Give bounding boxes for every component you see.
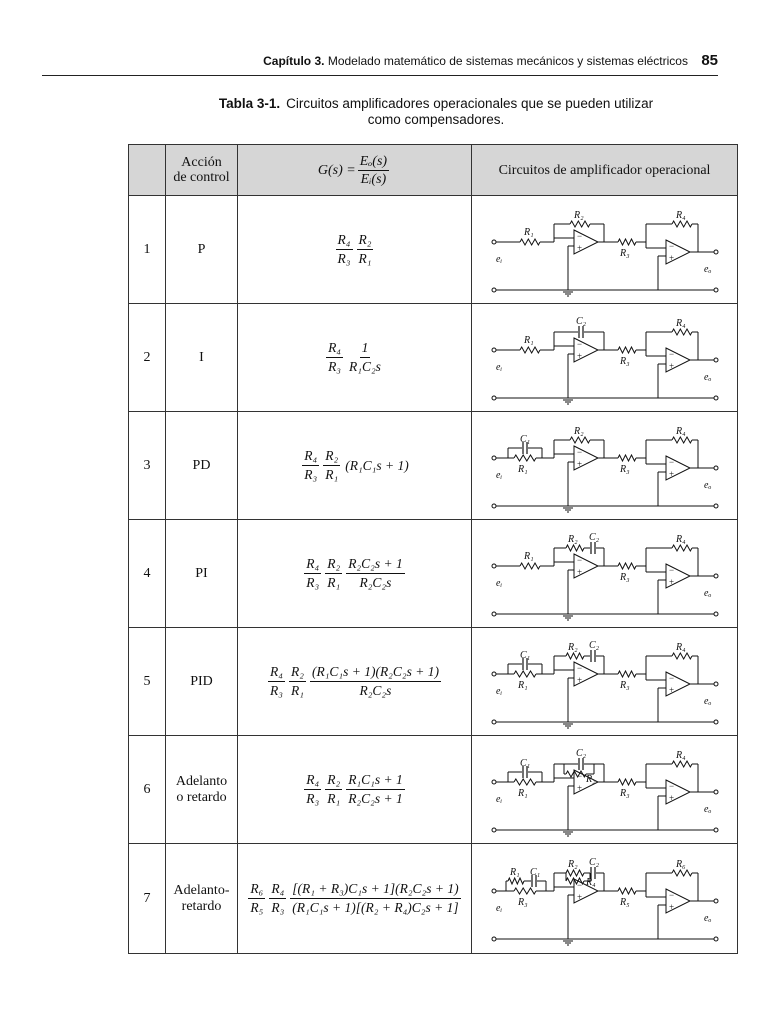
resistor-r3-input: [514, 888, 536, 894]
fraction-numerator: R₄: [268, 664, 285, 682]
label-r1: R₁: [523, 334, 534, 346]
op-amp-1: [574, 554, 598, 578]
label-r4: R₄: [675, 749, 686, 761]
resistor-r2: [570, 437, 590, 443]
op-amp-2-minus: −: [668, 889, 674, 900]
op-amp-circuit-2: [486, 310, 724, 406]
fraction-1: [323, 448, 340, 483]
label-r2: R₂: [567, 858, 578, 870]
resistor-r1: [520, 347, 540, 353]
capacitor-c2: [591, 650, 595, 662]
input-terminal-top: [492, 780, 496, 784]
header-g-lhs: G(s) =: [317, 162, 356, 178]
resistor-r1: [520, 239, 540, 245]
label-r3: R₃: [619, 571, 630, 583]
fraction-denominator: R₃: [306, 791, 320, 806]
row-circuit: [472, 844, 738, 954]
op-amp-circuit-6: [486, 742, 724, 838]
op-amp-2-minus: −: [668, 672, 674, 683]
op-amp-1: [574, 446, 598, 470]
page-number: 85: [701, 52, 718, 69]
op-amp-2: [666, 348, 690, 372]
transfer-expression: [302, 556, 406, 591]
resistor-r4: [672, 870, 692, 876]
label-eo: eₒ: [703, 912, 711, 924]
header-action-cell: [166, 145, 238, 196]
row-circuit: [472, 520, 738, 628]
fraction-denominator: R₁: [327, 791, 341, 806]
op-amp-2-plus: +: [668, 252, 674, 263]
output-terminal-top: [714, 899, 718, 903]
chapter-title: Modelado matemático de sistemas mecánicos y sistemas eléctricos: [327, 54, 688, 68]
header-transfer-cell: [238, 145, 472, 196]
input-terminal-top: [492, 456, 496, 460]
op-amp-1-plus: +: [576, 458, 582, 469]
label-r1-input: R₁: [517, 787, 528, 799]
transfer-expression: [302, 772, 406, 807]
fraction-numerator: R₆: [248, 881, 265, 899]
ground-symbol: [563, 616, 573, 620]
output-terminal-top: [714, 358, 718, 362]
row-number: 7: [129, 844, 166, 954]
table-header-row: [129, 145, 738, 196]
resistor-r2: [566, 653, 584, 659]
label-c2: C₂: [588, 531, 599, 543]
resistor-r4: [672, 545, 692, 551]
table-row: [129, 844, 738, 954]
ground-symbol: [563, 508, 573, 512]
header-rule: [42, 75, 718, 76]
resistor-r4: [672, 761, 692, 767]
input-terminal-top: [492, 672, 496, 676]
input-terminal-bottom: [492, 504, 496, 508]
label-ei: eᵢ: [495, 469, 502, 481]
op-amp-2-minus: −: [668, 240, 674, 251]
label-r1-input: R₁: [517, 463, 528, 475]
fraction-numerator: 1: [360, 340, 371, 358]
op-amp-2-minus: −: [668, 456, 674, 467]
op-amp-2-minus: −: [668, 348, 674, 359]
label-r3: R₃: [619, 463, 630, 475]
row-circuit: [472, 736, 738, 844]
output-terminal-top: [714, 574, 718, 578]
row-action-line-1: I: [199, 349, 204, 365]
input-terminal-bottom: [492, 396, 496, 400]
label-eo: eₒ: [703, 263, 711, 275]
op-amp-2-plus: +: [668, 576, 674, 587]
label-eo: eₒ: [703, 479, 711, 491]
output-terminal-bottom: [714, 612, 718, 616]
output-terminal-top: [714, 250, 718, 254]
row-action: [166, 736, 238, 844]
fraction-0: [268, 664, 285, 699]
op-amp-1-plus: +: [576, 891, 582, 902]
caption-line-1: Circuitos amplificadores operacionales que se pueden utilizar: [286, 96, 654, 111]
op-amp-circuit-4: [486, 526, 724, 622]
label-c2: C₂: [588, 639, 599, 651]
fraction-numerator: R₂: [289, 664, 306, 682]
fraction-denominator: R₃: [270, 683, 283, 698]
fraction-numerator: R₄: [304, 772, 321, 790]
fraction-0: [336, 232, 353, 267]
label-c1: C₁: [519, 433, 530, 445]
row-circuit: [472, 196, 738, 304]
label-r3-input: R₃: [517, 896, 528, 908]
capacitor-c2: [579, 758, 583, 770]
fraction-denominator: R₁: [291, 683, 304, 698]
label-r1: R₁: [523, 550, 534, 562]
input-terminal-bottom: [492, 937, 496, 941]
table-row: [129, 304, 738, 412]
op-amp-1-plus: +: [576, 782, 582, 793]
transfer-expression: [266, 664, 443, 699]
fraction-numerator: R₂C₂s + 1: [346, 556, 405, 574]
fraction-1: [269, 881, 286, 916]
label-ei: eᵢ: [495, 361, 502, 373]
resistor-r2: [566, 870, 584, 876]
op-amp-1-minus: −: [576, 446, 582, 457]
label-r4: R₄: [675, 209, 686, 221]
table-label: Tabla 3-1.: [218, 96, 281, 111]
label-c1: C₁: [519, 649, 530, 661]
row-action-line-1: Adelanto: [175, 773, 228, 789]
output-terminal-bottom: [714, 504, 718, 508]
output-terminal-bottom: [714, 720, 718, 724]
op-amp-1: [574, 338, 598, 362]
row-transfer-function: [238, 628, 472, 736]
row-action-line-1: PD: [192, 457, 211, 473]
label-r2: R₂: [567, 533, 578, 545]
input-terminal-top: [492, 564, 496, 568]
label-r1-input: R₁: [517, 679, 528, 691]
header-action-line-1: Acción: [181, 155, 222, 170]
op-amp-1: [574, 230, 598, 254]
label-r2: R₂: [573, 209, 584, 221]
header-action-line-2: de control: [173, 170, 230, 185]
label-c1: C₁: [529, 866, 540, 878]
fraction-2: [310, 664, 441, 699]
label-ei: eᵢ: [495, 793, 502, 805]
op-amp-2-minus: −: [668, 780, 674, 791]
header-g-fraction: [358, 154, 389, 187]
op-amp-2: [666, 780, 690, 804]
label-r4: R₄: [675, 425, 686, 437]
capacitor-c2: [591, 542, 595, 554]
ground-symbol: [563, 400, 573, 404]
transfer-expression: [334, 232, 376, 267]
fraction-denominator: R₅: [250, 900, 264, 915]
row-transfer-function: [238, 196, 472, 304]
resistor-r1: [514, 455, 536, 461]
label-r4: R₄: [675, 533, 686, 545]
op-amp-2-plus: +: [668, 468, 674, 479]
table-row: [129, 736, 738, 844]
caption-line-2: como compensadores.: [367, 112, 505, 127]
row-circuit: [472, 412, 738, 520]
ground-symbol: [563, 941, 573, 945]
label-c1: C₁: [519, 757, 530, 769]
fraction-numerator: [(R₁ + R₃)C₁s + 1](R₂C₂s + 1): [290, 881, 460, 899]
input-terminal-top: [492, 889, 496, 893]
table-row: [129, 628, 738, 736]
op-amp-circuit-7: [486, 851, 724, 947]
row-transfer-function: [238, 304, 472, 412]
fraction-denominator: R₁: [358, 251, 372, 266]
resistor-r3: [618, 239, 636, 245]
capacitor-c2: [579, 326, 583, 338]
row-transfer-function: [238, 736, 472, 844]
op-amp-circuit-5: [486, 634, 724, 730]
label-r2-feedback: R₂: [585, 773, 596, 785]
fraction-denominator: R₂C₂s: [359, 683, 392, 698]
op-amp-1-plus: +: [576, 566, 582, 577]
label-r3: R₃: [619, 679, 630, 691]
op-amp-2: [666, 240, 690, 264]
fraction-denominator: R₁: [325, 467, 339, 482]
op-amp-2-plus: +: [668, 360, 674, 371]
row-action: [166, 844, 238, 954]
fraction-numerator: R₄: [304, 556, 321, 574]
fraction-numerator: R₂: [323, 448, 340, 466]
row-action-line-2: retardo: [181, 898, 222, 914]
label-eo: eₒ: [703, 803, 711, 815]
label-r3: R₅: [619, 896, 630, 908]
resistor-r3: [618, 455, 636, 461]
row-number: 3: [129, 412, 166, 520]
transfer-tail-factor: (R₁C₁s + 1): [345, 457, 409, 473]
label-r4: R₄: [675, 317, 686, 329]
row-action-line-1: PID: [190, 673, 213, 689]
resistor-r4: [672, 653, 692, 659]
op-amp-2-minus: −: [668, 564, 674, 575]
fraction-1: [325, 772, 342, 807]
fraction-denominator: R₃: [304, 467, 318, 482]
op-amp-2-plus: +: [668, 792, 674, 803]
op-amp-2: [666, 564, 690, 588]
op-amp-1-plus: +: [576, 242, 582, 253]
fraction-denominator: R₃: [337, 251, 351, 266]
fraction-2: [346, 556, 405, 591]
label-eo: eₒ: [703, 695, 711, 707]
row-circuit: [472, 304, 738, 412]
input-terminal-top: [492, 348, 496, 352]
label-r4: R₄: [675, 641, 686, 653]
output-terminal-bottom: [714, 396, 718, 400]
input-terminal-bottom: [492, 720, 496, 724]
op-amp-1-minus: −: [576, 338, 582, 349]
fraction-2: [346, 772, 405, 807]
input-terminal-bottom: [492, 828, 496, 832]
fraction-denominator: R₃: [306, 575, 320, 590]
resistor-r4: [672, 221, 692, 227]
input-terminal-bottom: [492, 612, 496, 616]
transfer-expression: [324, 340, 385, 375]
label-c2: C₂: [588, 856, 599, 868]
resistor-r2: [566, 545, 584, 551]
row-transfer-function: [238, 844, 472, 954]
ground-symbol: [563, 832, 573, 836]
label-r1: R₁: [509, 866, 520, 878]
fraction-numerator: R₄: [326, 340, 343, 358]
fraction-0: [304, 556, 321, 591]
compensators-table: [128, 144, 738, 954]
fraction-1: [357, 232, 374, 267]
fraction-numerator: R₂: [325, 772, 342, 790]
row-action-line-2: o retardo: [176, 789, 227, 805]
fraction-numerator: R₄: [302, 448, 319, 466]
label-eo: eₒ: [703, 371, 711, 383]
op-amp-1-minus: −: [576, 879, 582, 890]
chapter-label: Capítulo 3.: [263, 54, 325, 68]
fraction-denominator: R₁C₂s: [349, 359, 381, 374]
fraction-denominator: R₁: [327, 575, 341, 590]
table-row: [129, 196, 738, 304]
label-r3: R₃: [619, 787, 630, 799]
fraction-denominator: R₃: [328, 359, 342, 374]
row-number: 4: [129, 520, 166, 628]
fraction-0: [248, 881, 265, 916]
label-r2: R₂: [567, 641, 578, 653]
output-terminal-top: [714, 466, 718, 470]
fraction-numerator: R₁C₁s + 1: [346, 772, 405, 790]
resistor-r3: [618, 347, 636, 353]
resistor-r3: [618, 888, 636, 894]
resistor-r1: [514, 671, 536, 677]
resistor-r3: [618, 671, 636, 677]
page-header: [0, 52, 718, 69]
label-r4: R₆: [675, 858, 686, 870]
fraction-numerator: R₄: [336, 232, 353, 250]
output-terminal-bottom: [714, 288, 718, 292]
label-r3: R₃: [619, 355, 630, 367]
fraction-denominator: R₂C₂s: [359, 575, 392, 590]
op-amp-1-plus: +: [576, 350, 582, 361]
table-row: [129, 520, 738, 628]
row-action-line-1: PI: [195, 565, 208, 581]
row-transfer-function: [238, 412, 472, 520]
header-number-cell: [129, 145, 166, 196]
label-r3: R₃: [619, 247, 630, 259]
resistor-r3: [618, 563, 636, 569]
header-g-denominator: Eᵢ(s): [360, 171, 387, 187]
row-number: 5: [129, 628, 166, 736]
row-action: [166, 196, 238, 304]
label-ei: eᵢ: [495, 685, 502, 697]
op-amp-2: [666, 672, 690, 696]
output-terminal-top: [714, 682, 718, 686]
resistor-r3: [618, 779, 636, 785]
op-amp-2-plus: +: [668, 901, 674, 912]
fraction-2: [290, 881, 460, 916]
ground-symbol: [563, 292, 573, 296]
fraction-1: [289, 664, 306, 699]
op-amp-1-minus: −: [576, 662, 582, 673]
op-amp-1: [574, 662, 598, 686]
label-c2: C₂: [575, 315, 586, 327]
resistor-r2: [570, 221, 590, 227]
row-number: 2: [129, 304, 166, 412]
transfer-expression: [300, 448, 408, 483]
fraction-numerator: (R₁C₁s + 1)(R₂C₂s + 1): [310, 664, 441, 682]
input-terminal-bottom: [492, 288, 496, 292]
resistor-r4: [672, 437, 692, 443]
output-terminal-bottom: [714, 937, 718, 941]
label-eo: eₒ: [703, 587, 711, 599]
row-action-line-1: P: [197, 241, 206, 257]
op-amp-1-minus: −: [576, 230, 582, 241]
op-amp-2: [666, 889, 690, 913]
fraction-0: [302, 448, 319, 483]
op-amp-1-minus: −: [576, 554, 582, 565]
fraction-1: [347, 340, 383, 375]
op-amp-2: [666, 456, 690, 480]
fraction-denominator: R₃: [271, 900, 285, 915]
label-r2: R₂: [573, 425, 584, 437]
row-circuit: [472, 628, 738, 736]
ground-symbol: [563, 724, 573, 728]
fraction-numerator: R₄: [269, 881, 286, 899]
header-circuits-cell: Circuitos de amplificador operacional: [472, 145, 738, 196]
label-ei: eᵢ: [495, 577, 502, 589]
op-amp-circuit-3: [486, 418, 724, 514]
resistor-r4: [672, 329, 692, 335]
resistor-r1: [514, 779, 536, 785]
label-c2: C₂: [575, 747, 586, 759]
resistor-r1: [508, 878, 524, 884]
label-r1: R₁: [523, 226, 534, 238]
row-number: 1: [129, 196, 166, 304]
transfer-expression: [246, 881, 462, 916]
label-ei: eᵢ: [495, 253, 502, 265]
fraction-numerator: R₂: [325, 556, 342, 574]
row-action: [166, 304, 238, 412]
row-transfer-function: [238, 520, 472, 628]
table-caption: [130, 96, 742, 128]
op-amp-circuit-1: [486, 202, 724, 298]
fraction-0: [326, 340, 343, 375]
row-number: 6: [129, 736, 166, 844]
row-action: [166, 520, 238, 628]
table-row: [129, 412, 738, 520]
input-terminal-top: [492, 240, 496, 244]
row-action: [166, 412, 238, 520]
row-action: [166, 628, 238, 736]
output-terminal-bottom: [714, 828, 718, 832]
op-amp-2-plus: +: [668, 684, 674, 695]
fraction-denominator: R₂C₂s + 1: [348, 791, 403, 806]
fraction-denominator: (R₁C₁s + 1)[(R₂ + R₄)C₂s + 1]: [292, 900, 459, 915]
header-g-numerator: Eₒ(s): [359, 153, 388, 169]
fraction-numerator: R₂: [357, 232, 374, 250]
output-terminal-top: [714, 790, 718, 794]
row-action-line-1: Adelanto-: [173, 882, 230, 898]
op-amp-1-minus: −: [576, 770, 582, 781]
fraction-1: [325, 556, 342, 591]
label-ei: eᵢ: [495, 902, 502, 914]
op-amp-1-plus: +: [576, 674, 582, 685]
fraction-0: [304, 772, 321, 807]
label-r4-feedback: R₄: [585, 876, 596, 888]
resistor-r1: [520, 563, 540, 569]
